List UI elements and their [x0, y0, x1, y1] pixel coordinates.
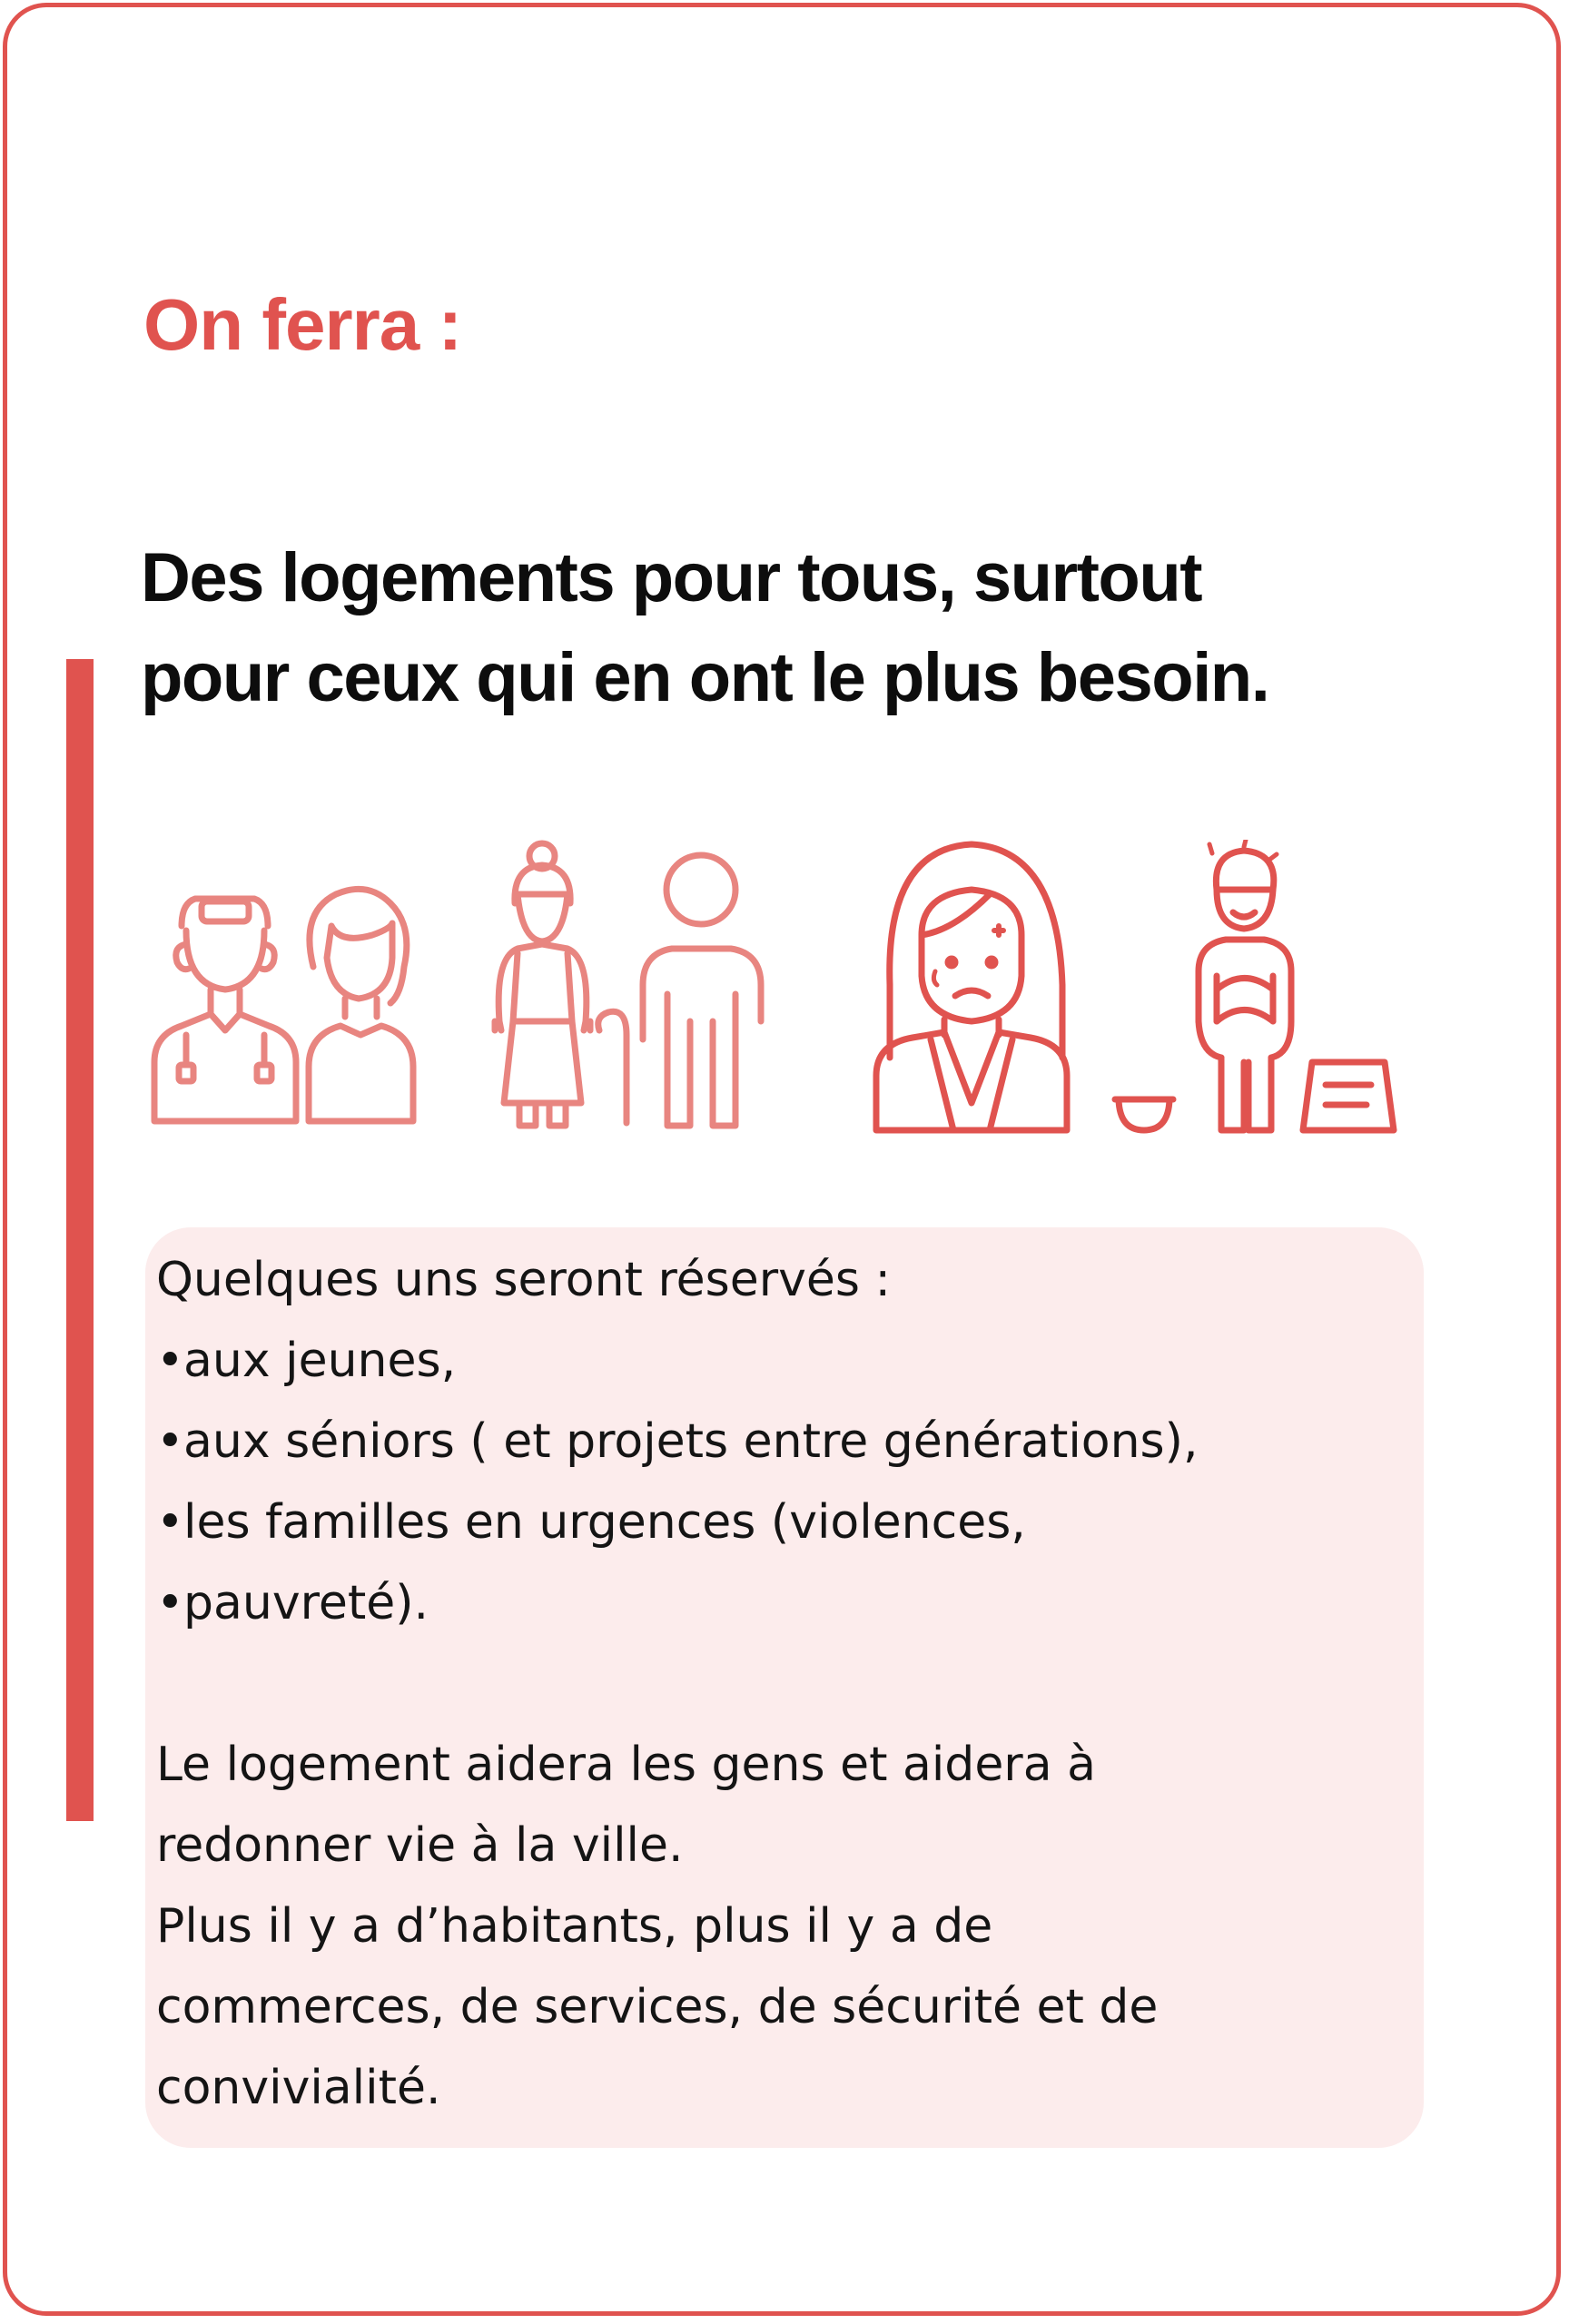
elderly-woman-icon: [495, 843, 590, 1126]
accent-bar: [66, 659, 94, 1821]
info-intro: Quelques uns seront réservés :: [156, 1253, 892, 1307]
info-box: [145, 1227, 1424, 2148]
paragraph-line: convivialité.: [156, 2061, 441, 2115]
bullet-icon: •: [156, 1495, 184, 1550]
paragraph-line: Plus il y a d’habitants, plus il y a de: [156, 1899, 993, 1954]
woman-icon: [309, 889, 413, 1121]
list-item-text: les familles en urgences (violences,: [183, 1495, 1026, 1550]
bullet-icon: •: [156, 1576, 184, 1630]
people-icons: [145, 840, 1416, 1139]
list-item-text: aux séniors ( et projets entre générations),: [183, 1414, 1199, 1469]
bullet-icon: •: [156, 1334, 184, 1388]
young-man-icon: [154, 899, 296, 1121]
section-heading: On ferra :: [143, 284, 462, 365]
elderly-man-with-cane-icon: [598, 855, 761, 1126]
list-item: [156, 1321, 1415, 1402]
paragraph-spacer: [156, 1644, 1415, 1725]
list-item: [156, 1482, 1415, 1563]
subtitle-line-2: pour ceux qui en ont le plus besoin.: [141, 639, 1269, 716]
list-item: [156, 1563, 1415, 1644]
list-item: [156, 1402, 1415, 1482]
bullet-icon: •: [156, 1414, 184, 1469]
subtitle: [141, 528, 1321, 728]
list-item-text: pauvreté).: [183, 1576, 429, 1630]
paragraph-line: Le logement aidera les gens et aidera à: [156, 1738, 1096, 1792]
subtitle-line-1: Des logements pour tous, surtout: [141, 539, 1202, 616]
list-item-text: aux jeunes,: [183, 1334, 457, 1388]
homeless-person-icon: [1115, 840, 1394, 1130]
paragraph-line: redonner vie à la ville.: [156, 1818, 684, 1873]
paragraph-line: commerces, de services, de sécurité et de: [156, 1980, 1159, 2034]
injured-woman-icon: [876, 844, 1067, 1130]
